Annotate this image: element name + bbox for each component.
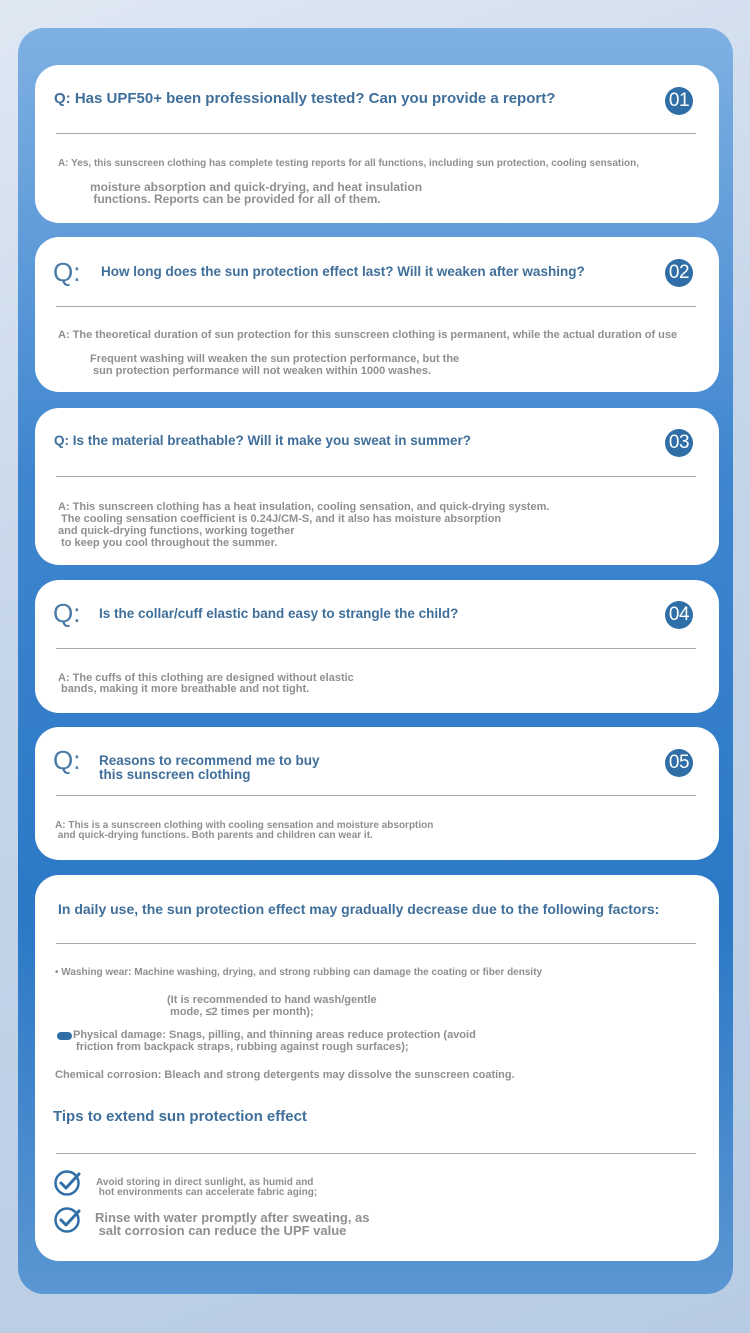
faq-answer-1-line-3: functions. Reports can be provided for all of them. [90, 192, 381, 206]
faq-card-1 [35, 65, 719, 223]
faq-answer-3-line-4: to keep you cool throughout the summer. [58, 537, 278, 549]
chemical-corrosion: Chemical corrosion: Bleach and strong detergents may dissolve the sunscreen coating. [55, 1069, 515, 1081]
faq-answer-3-line-3: and quick-drying functions, working together [58, 525, 295, 537]
faq-card-5 [35, 727, 719, 860]
tip-1-line-1: Avoid storing in direct sunlight, as humid and [96, 1177, 314, 1188]
physical-damage-line-1: Physical damage: Snags, pilling, and thinning areas reduce protection (avoid [73, 1029, 476, 1041]
faq-number-badge-3: 03 [665, 429, 693, 457]
check-circle-icon [54, 1169, 82, 1197]
divider [56, 943, 696, 944]
faq-answer-3-line-1: A: This sunscreen clothing has a heat insulation, cooling sensation, and quick-drying system. [58, 501, 550, 513]
tip-1-line-2: hot environments can accelerate fabric aging; [96, 1187, 318, 1198]
bullet-dot-icon [57, 1032, 72, 1040]
faq-card-2 [35, 237, 719, 392]
factors-card [35, 875, 719, 1261]
physical-damage-line-2: friction from backpack straps, rubbing against rough surfaces); [73, 1041, 409, 1053]
faq-q-prefix-4: Q: [53, 598, 81, 628]
faq-card-3 [35, 408, 719, 565]
faq-question-2: How long does the sun protection effect last? Will it weaken after washing? [101, 264, 585, 279]
washing-wear-line-2: (It is recommended to hand wash/gentle [167, 994, 377, 1006]
factors-heading: In daily use, the sun protection effect may gradually decrease due to the following factors: [58, 901, 660, 917]
faq-answer-2-line-2: Frequent washing will weaken the sun protection performance, but the [90, 353, 460, 365]
divider [56, 476, 696, 477]
faq-number-badge-4: 04 [665, 601, 693, 629]
divider [56, 795, 696, 796]
faq-question-5-line-1: Reasons to recommend me to buy [99, 753, 320, 768]
divider [56, 306, 696, 307]
faq-answer-1-line-1: A: Yes, this sunscreen clothing has complete testing reports for all functions, including sun protection, cooling sensation, [58, 158, 640, 169]
divider [56, 133, 696, 134]
washing-wear-line-1: • Washing wear: Machine washing, drying, and strong rubbing can damage the coating or fiber density [55, 967, 543, 978]
faq-answer-5-line-2: and quick-drying functions. Both parents and children can wear it. [55, 830, 373, 841]
faq-question-1: Q: Has UPF50+ been professionally tested? Can you provide a report? [54, 90, 556, 107]
check-circle-icon [54, 1206, 82, 1234]
washing-wear-line-3: mode, ≤2 times per month); [167, 1006, 314, 1018]
faq-number-badge-1: 01 [665, 87, 693, 115]
faq-question-4: Is the collar/cuff elastic band easy to strangle the child? [99, 606, 459, 621]
faq-answer-4-line-2: bands, making it more breathable and not tight. [58, 683, 310, 695]
faq-card-4 [35, 580, 719, 713]
faq-answer-5-line-1: A: This is a sunscreen clothing with cooling sensation and moisture absorption [55, 820, 434, 831]
divider [56, 648, 696, 649]
faq-answer-3-line-2: The cooling sensation coefficient is 0.24J/CM-S, and it also has moisture absorption [58, 513, 502, 525]
faq-answer-1-line-2: moisture absorption and quick-drying, and heat insulation [90, 180, 423, 194]
faq-question-5-line-2: this sunscreen clothing [99, 767, 251, 782]
tip-2-line-1: Rinse with water promptly after sweating, as [95, 1210, 370, 1225]
faq-q-prefix-2: Q: [53, 257, 81, 287]
faq-number-badge-2: 02 [665, 259, 693, 287]
faq-question-3: Q: Is the material breathable? Will it make you sweat in summer? [54, 433, 471, 448]
divider [56, 1153, 696, 1154]
faq-answer-2-line-3: sun protection performance will not weaken within 1000 washes. [90, 365, 432, 377]
faq-q-prefix-5: Q: [53, 745, 81, 775]
faq-answer-2-line-1: A: The theoretical duration of sun protection for this sunscreen clothing is permanent, while the actual duration of use [58, 329, 678, 341]
tips-heading: Tips to extend sun protection effect [53, 1108, 307, 1125]
faq-number-badge-5: 05 [665, 749, 693, 777]
faq-answer-4-line-1: A: The cuffs of this clothing are designed without elastic [58, 672, 354, 684]
tip-2-line-2: salt corrosion can reduce the UPF value [95, 1223, 347, 1238]
